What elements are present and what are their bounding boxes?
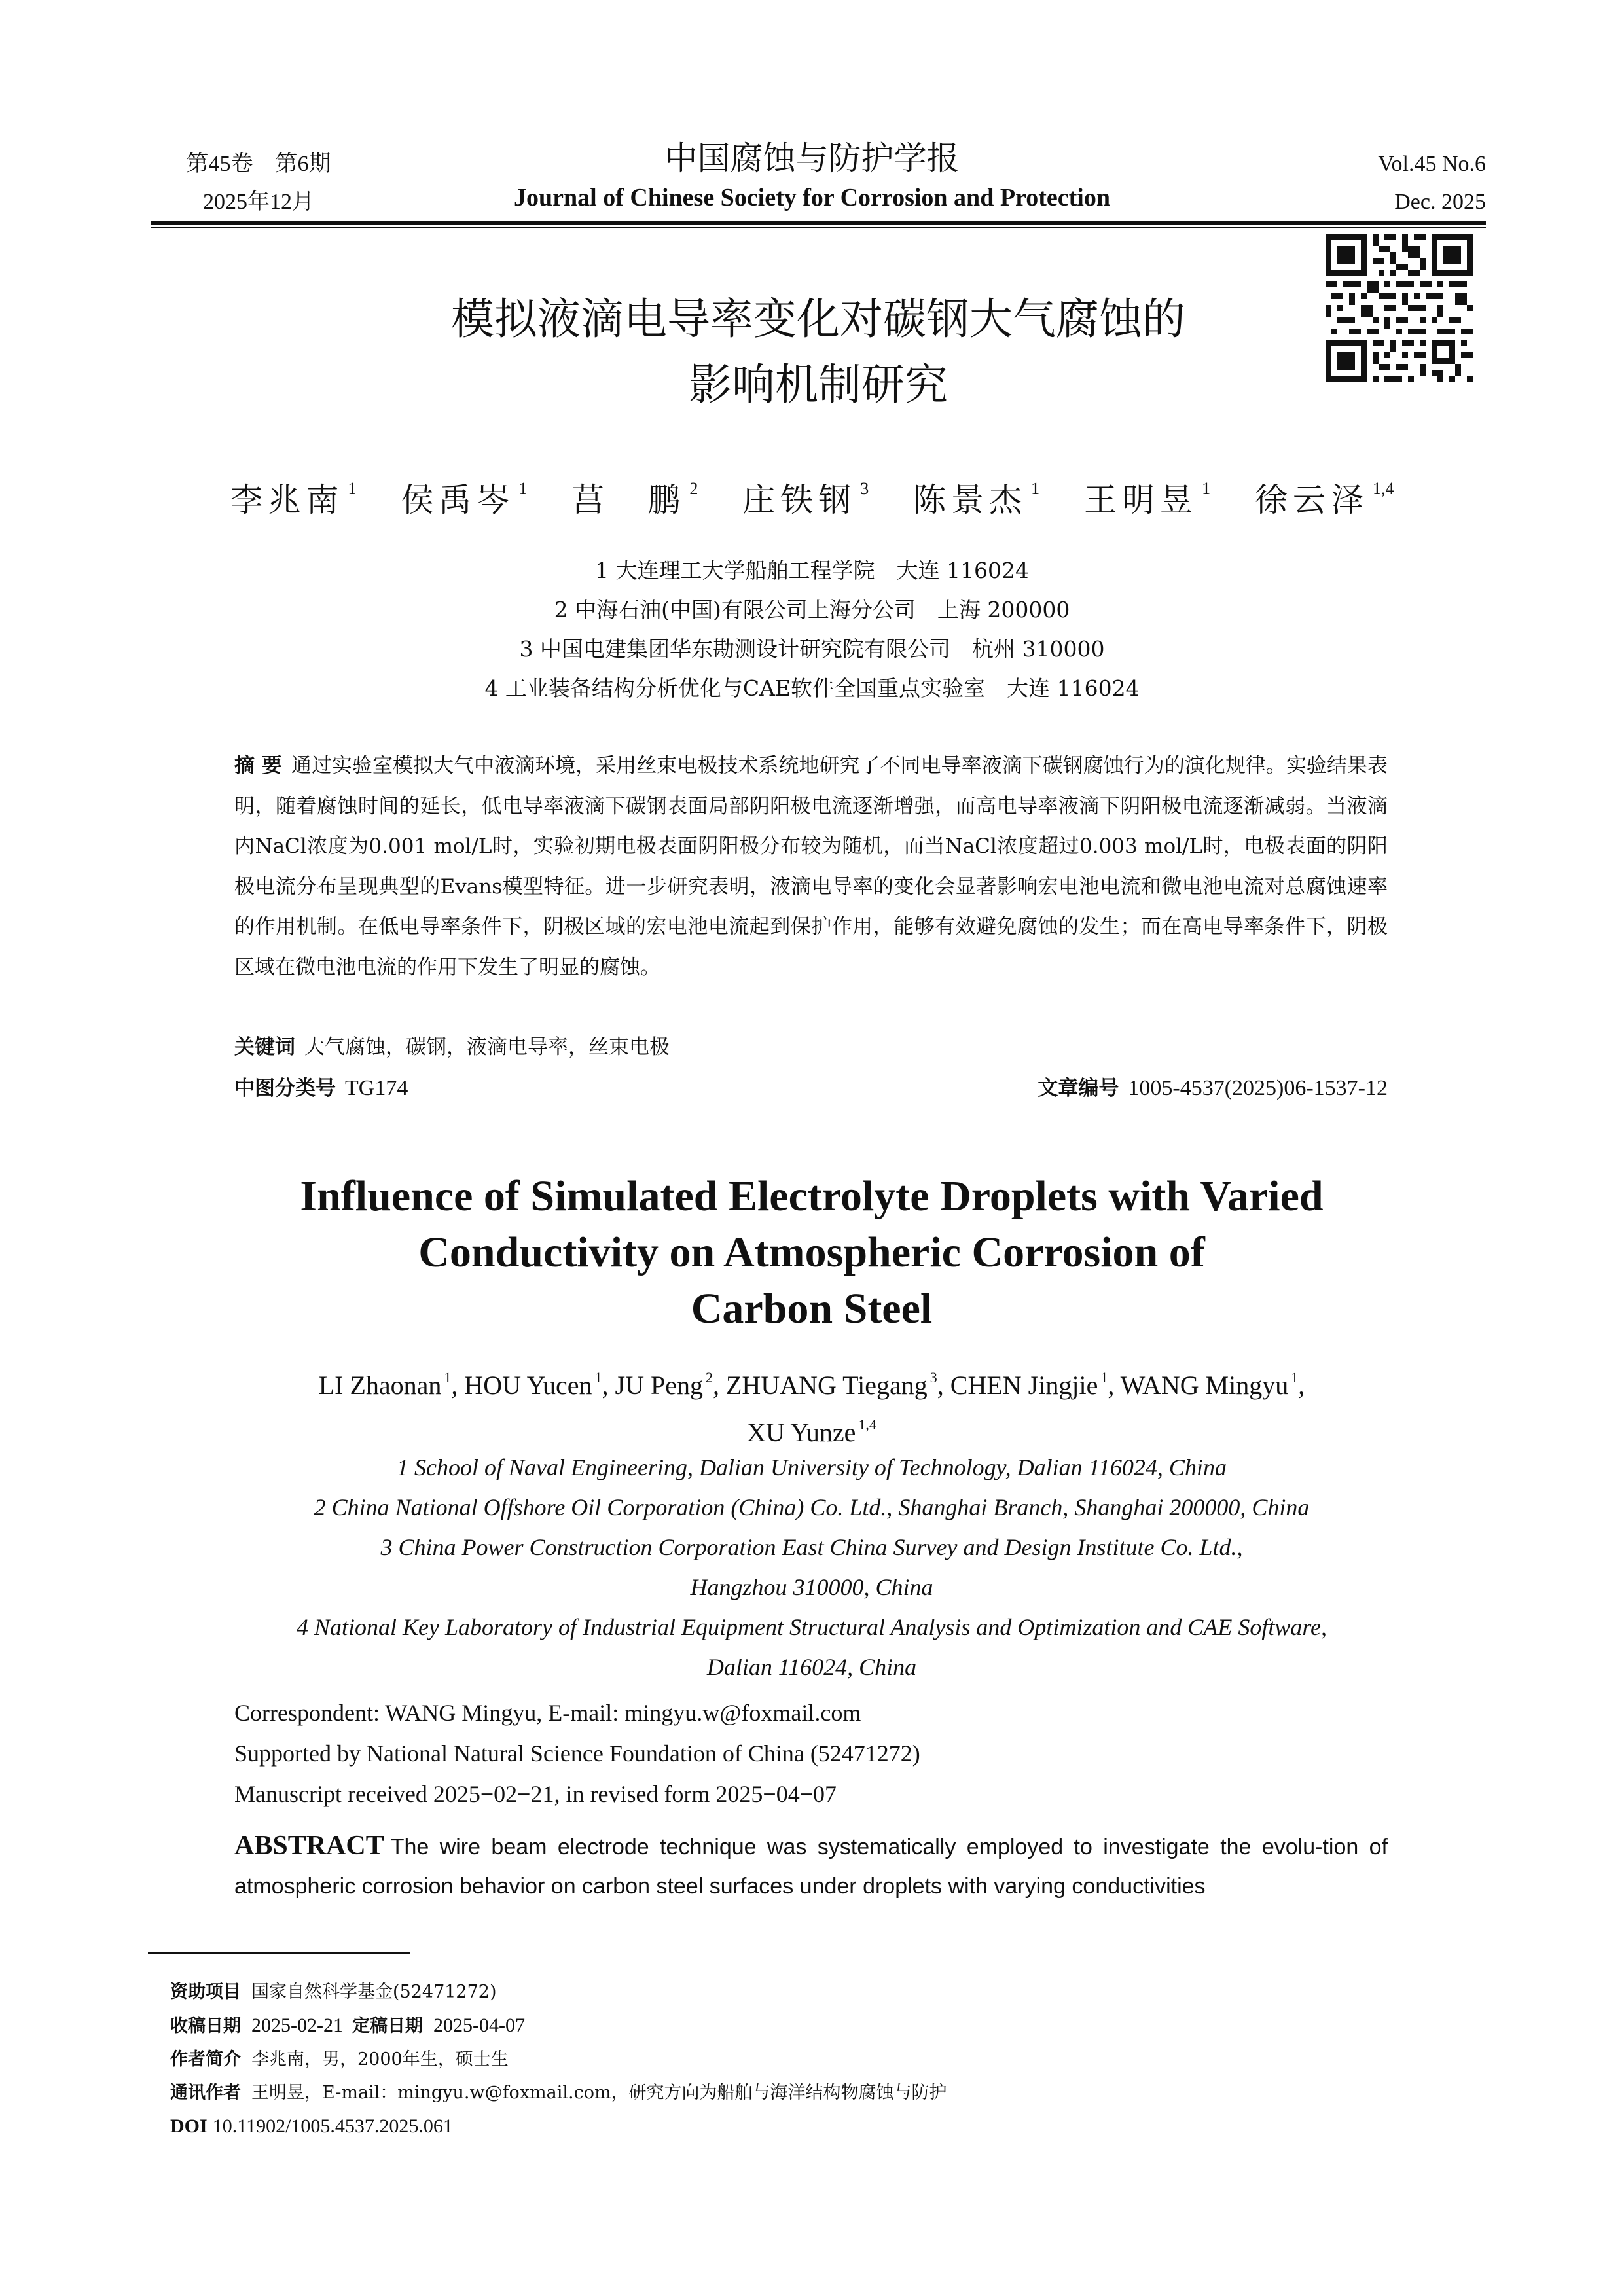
title-en	[249, 1168, 1375, 1337]
header-journal	[393, 139, 1231, 213]
footnote-dates: 收稿日期 2025-02-21 定稿日期 2025-04-07	[170, 2015, 525, 2036]
author-cn: 庄铁钢 $^3$	[742, 479, 869, 519]
author-en: CHEN Jingjie $^1$	[950, 1369, 1108, 1400]
authors-en: LI Zhaonan $^1$, HOU Yucen $^1$, JU Peng $^2$, ZHUANG Tiegang $^3$, CHEN Jingjie $^1$, WANG Mingyu $^1$, XU Yunze $^{1,4}$	[318, 1369, 1305, 1447]
article-number-label: 文章编号	[1038, 1077, 1119, 1100]
keywords-cn	[234, 1028, 1388, 1068]
article-number-value: 1005-4537(2025)06-1537-12	[1128, 1076, 1388, 1100]
abstract-cn-text: 通过实验室模拟大气中液滴环境，采用丝束电极技术系统地研究了不同电导率液滴下碳钢腐蚀行为的演化规律。实验结果表明，随着腐蚀时间的延长，低电导率液滴下碳钢表面局部阴阳极电流逐渐增强，而高电导率液滴下阴阳极电流逐渐减弱。当液滴内NaCl浓度为0.001 mol/L时，实验初期电极表面阴阳极分布较为随机，而当NaCl浓度超过0.003 mol/L时，电极表面的阴阳极电流分布呈现典型的Evans模型特征。进一步研究表明，液滴电导率的变化会显著影响宏电池电流和微电池电流对总腐蚀速率的作用机制。在低电导率条件下，阴极区域的宏电池电流起到保护作用，能够有效避免腐蚀的发生；而在高电导率条件下，阴极区域在微电池电流的作用下发生了明显的腐蚀。	[234, 754, 1388, 979]
author-cn: 莒 鹏 $^2$	[571, 479, 698, 519]
manuscript-dates: Manuscript received 2025−02−21, in revised form 2025−04−07	[234, 1781, 837, 1807]
author-cn: 徐云泽 $^{1,4}$	[1254, 479, 1394, 519]
footnotes	[170, 1975, 1283, 2143]
author-en: LI Zhaonan $^1$	[318, 1369, 452, 1400]
date-en: Dec. 2025	[1394, 190, 1486, 214]
clc-number	[234, 1068, 408, 1109]
affiliation-en: 3 China Power Construction Corporation East China Survey and Design Institute Co. Ltd.,	[380, 1534, 1243, 1560]
author-cn: 陈景杰 $^1$	[913, 479, 1040, 519]
footnote-author: 作者简介 李兆南，男，2000年生，硕士生	[170, 2049, 509, 2070]
author-en: XU Yunze $^{1,4}$	[747, 1416, 876, 1447]
author-en: HOU Yucen $^1$	[464, 1369, 602, 1400]
volume-issue-cn: 第45卷 第6期	[186, 152, 331, 176]
affiliation-en: Hangzhou 310000, China	[690, 1574, 933, 1600]
keywords-cn-text: 大气腐蚀，碳钢，液滴电导率，丝束电极	[304, 1035, 670, 1059]
article-number	[1038, 1068, 1388, 1109]
funding-en: Supported by National Natural Science Foundation of China (52471272)	[234, 1740, 920, 1767]
affiliation-en: Dalian 116024, China	[706, 1654, 917, 1680]
header-volume-issue-en	[1329, 149, 1486, 217]
footnote-corresponding: 通讯作者 王明昱，E-mail：mingyu.w@foxmail.com，研究方向为船舶与海洋结构物腐蚀与防护	[170, 2083, 947, 2103]
header-volume-issue-cn	[177, 149, 340, 217]
journal-name-cn: 中国腐蚀与防护学报	[664, 139, 960, 177]
authors-cn	[0, 466, 1624, 523]
clc-value: TG174	[345, 1076, 408, 1100]
affiliations-cn	[0, 551, 1624, 708]
affiliation-cn: 3 中国电建集团华东勘测设计研究院有限公司 杭州 310000	[519, 636, 1105, 662]
meta-en	[234, 1693, 1386, 1814]
title-en-line-1: Influence of Simulated Electrolyte Droplets with Varied	[300, 1172, 1324, 1220]
clc-label: 中图分类号	[234, 1077, 336, 1100]
journal-name-en: Journal of Chinese Society for Corrosion and Protection	[514, 184, 1110, 211]
title-en-line-2: Conductivity on Atmospheric Corrosion of	[418, 1229, 1205, 1276]
author-en: JU Peng $^2$	[615, 1369, 713, 1400]
header-rule-thick	[151, 221, 1486, 225]
affiliation-cn: 4 工业装备结构分析优化与CAE软件全国重点实验室 大连 116024	[484, 675, 1140, 701]
affiliation-cn: 2 中海石油(中国)有限公司上海分公司 上海 200000	[554, 597, 1070, 622]
affiliation-cn: 1 大连理工大学船舶工程学院 大连 116024	[595, 558, 1029, 583]
affiliation-en: 1 School of Naval Engineering, Dalian University of Technology, Dalian 116024, China	[397, 1454, 1227, 1480]
correspondent: Correspondent: WANG Mingyu, E-mail: mingyu.w@foxmail.com	[234, 1700, 861, 1726]
footnote-funding: 资助项目 国家自然科学基金(52471272)	[170, 1982, 497, 2002]
affiliations-en	[249, 1448, 1375, 1687]
keywords-cn-label: 关键词	[234, 1035, 295, 1059]
abstract-en	[234, 1826, 1388, 1906]
affiliation-en: 2 China National Offshore Oil Corporation (China) Co. Ltd., Shanghai Branch, Shanghai 200000, China	[314, 1494, 1310, 1520]
author-en: WANG Mingyu $^1$	[1120, 1369, 1299, 1400]
author-cn: 李兆南 $^1$	[230, 479, 357, 519]
author-en: ZHUANG Tiegang $^3$	[726, 1369, 937, 1400]
date-cn: 2025年12月	[203, 190, 314, 214]
title-cn-line-1: 模拟液滴电导率变化对碳钢大气腐蚀的	[451, 294, 1185, 344]
abstract-cn-label: 摘 要	[234, 754, 282, 778]
abstract-cn	[234, 746, 1388, 988]
affiliation-en: 4 National Key Laboratory of Industrial Equipment Structural Analysis and Optimization and CAE Software,	[296, 1614, 1327, 1640]
abstract-en-text: The wire beam electrode technique was systematically employed to investigate the evolu-tion of atmospheric corrosion behavior on carbon steel surfaces under droplets with varying conductivities	[234, 1835, 1388, 1899]
title-cn-line-2: 影响机制研究	[689, 359, 948, 410]
author-cn: 王明昱 $^1$	[1084, 479, 1211, 519]
author-cn: 侯禹岑 $^1$	[401, 479, 528, 519]
abstract-en-label: ABSTRACT	[234, 1831, 384, 1861]
header-rule-thin	[151, 227, 1486, 228]
footnote-doi: DOI 10.11902/1005.4537.2025.061	[170, 2115, 453, 2137]
classification-row	[234, 1068, 1388, 1109]
volume-issue-en: Vol.45 No.6	[1378, 152, 1486, 176]
footnote-rule	[148, 1952, 410, 1954]
title-en-line-3: Carbon Steel	[691, 1285, 933, 1333]
title-cn	[262, 287, 1375, 418]
